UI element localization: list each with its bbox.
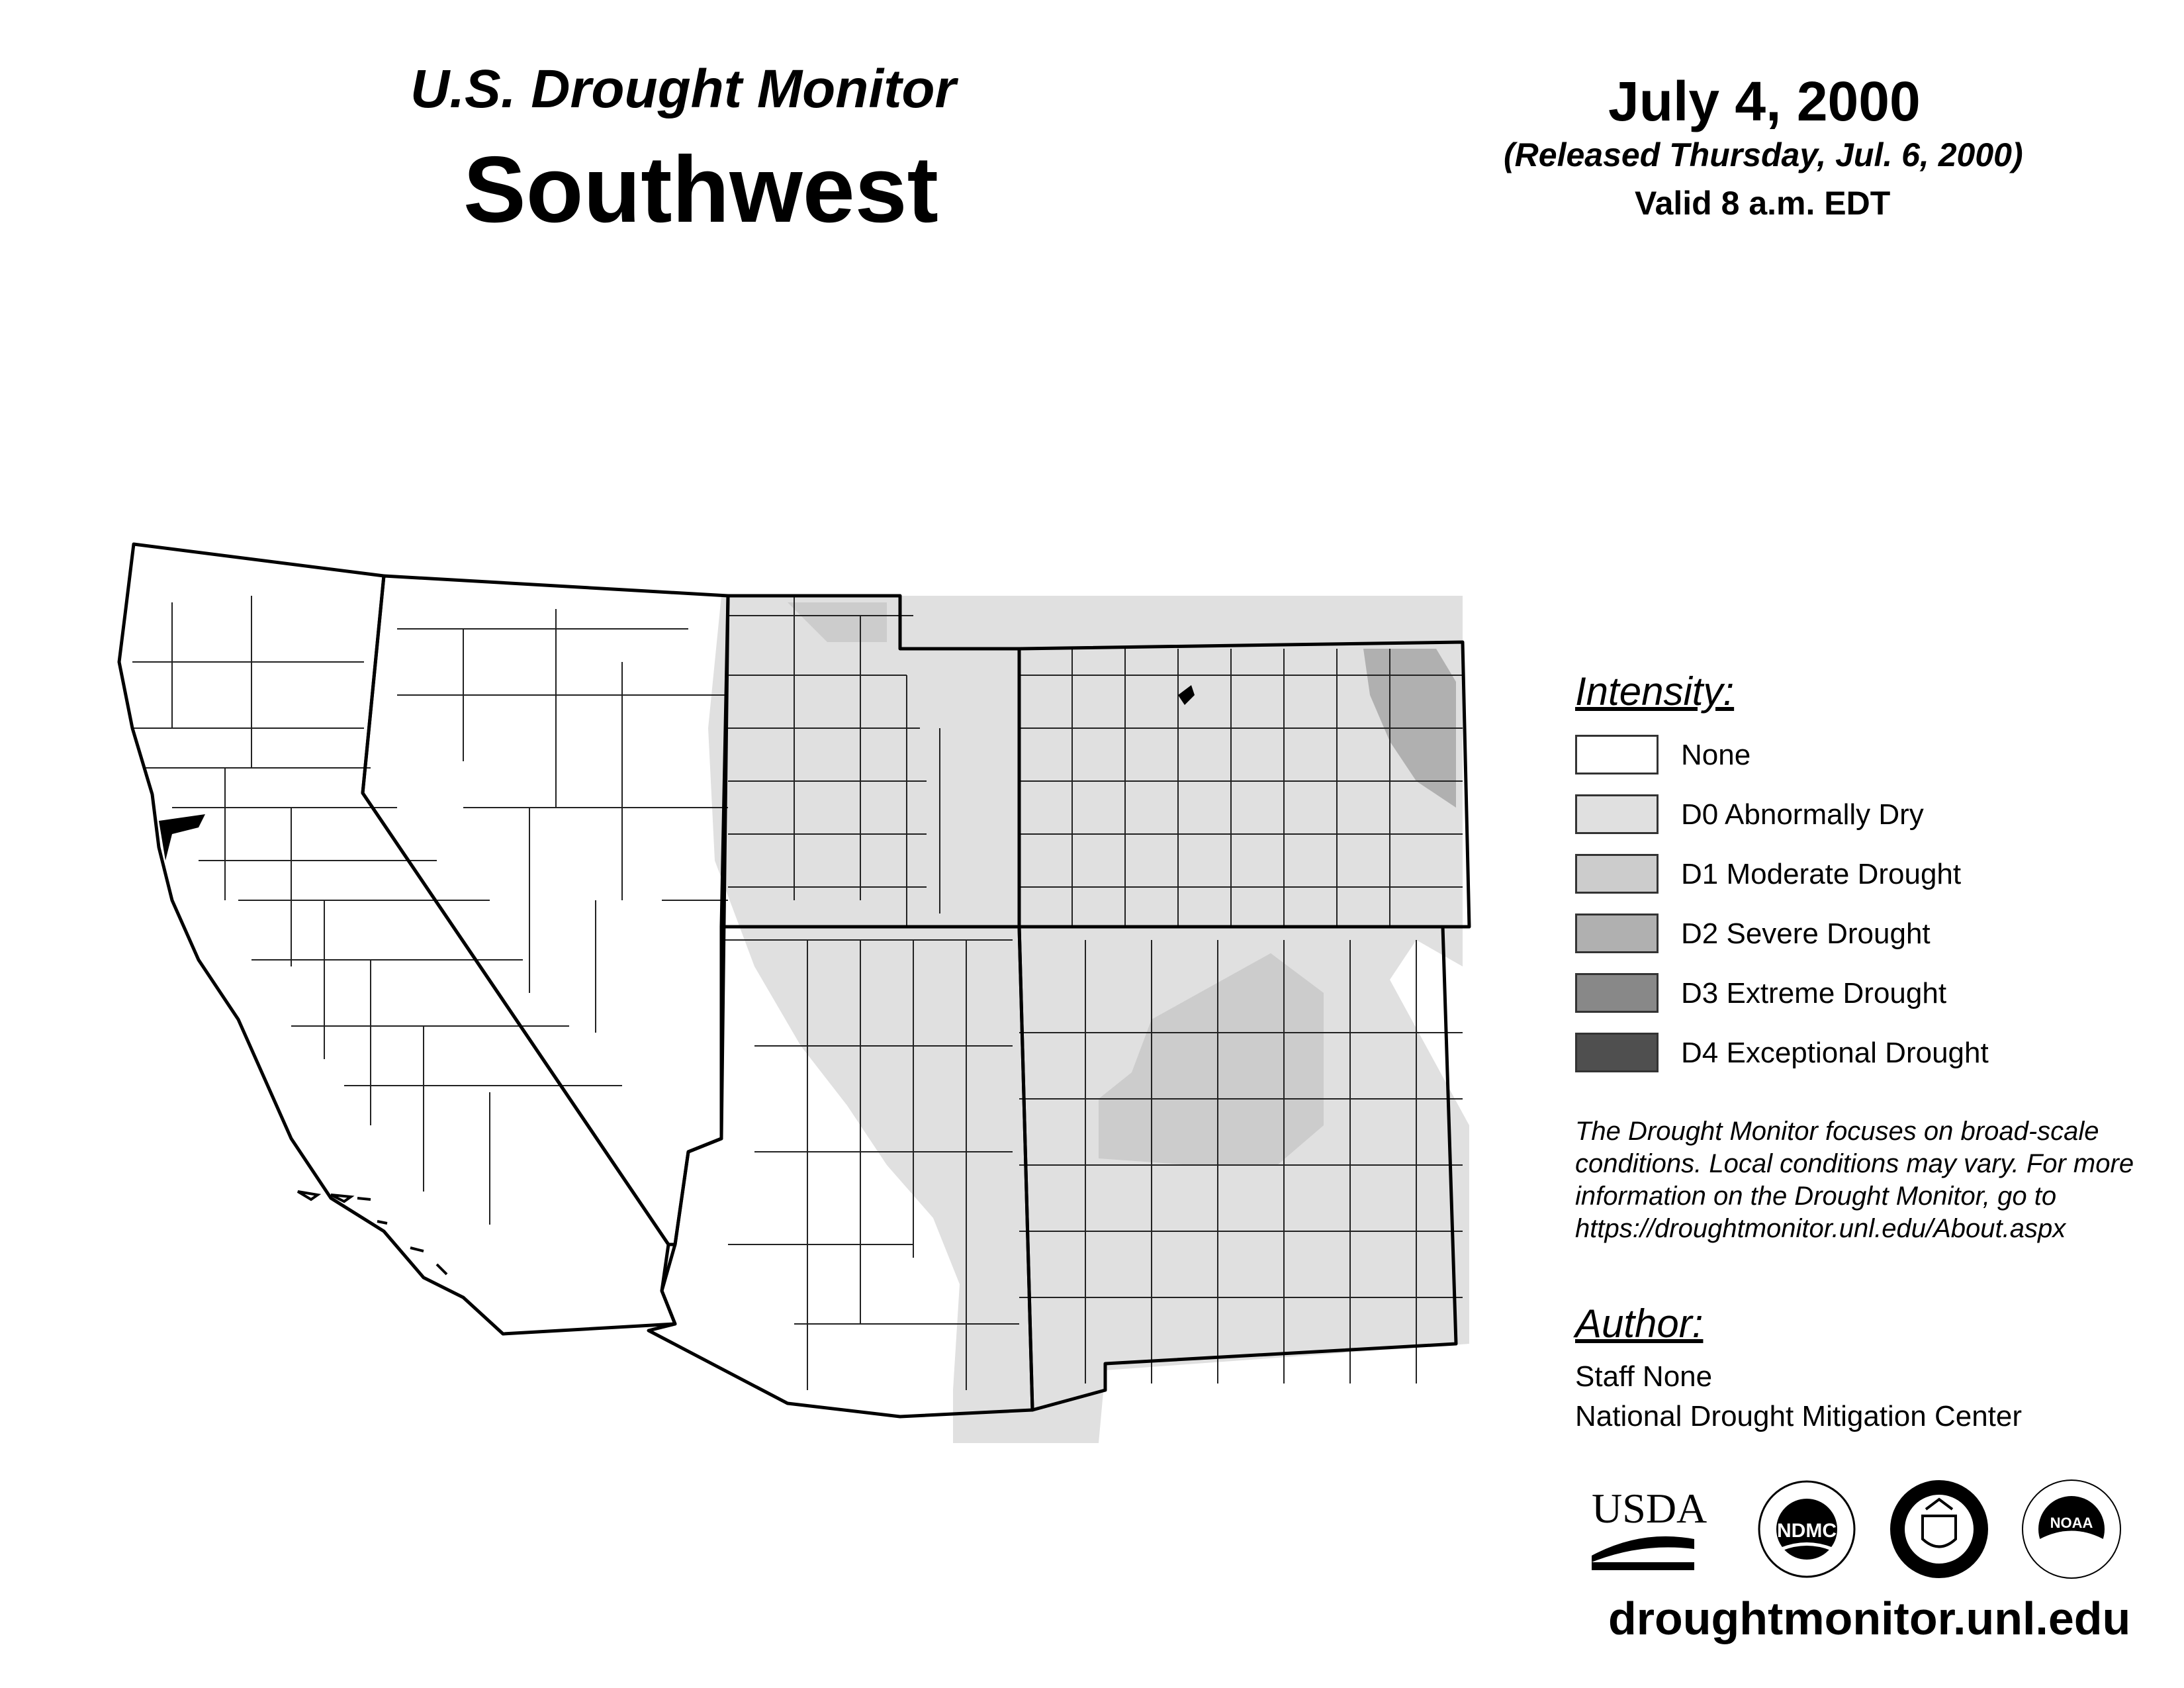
note-line: information on the Drought Monitor, go to: [1575, 1182, 2057, 1211]
legend-label: D4 Exceptional Drought: [1681, 1037, 1989, 1069]
legend-label: D1 Moderate Drought: [1681, 858, 1962, 890]
agency-logos: [1588, 1476, 2171, 1582]
legend-swatch: [1575, 794, 1659, 834]
valid-time: Valid 8 a.m. EDT: [1635, 185, 1891, 222]
channel-islands: [298, 1192, 447, 1274]
author-organization: National Drought Mitigation Center: [1575, 1400, 2023, 1432]
map-date: July 4, 2000: [1608, 70, 1921, 132]
drought-shading: [708, 596, 1469, 1443]
legend-label: D2 Severe Drought: [1681, 917, 1931, 950]
website-url[interactable]: droughtmonitor.unl.edu: [1608, 1593, 2131, 1644]
noaa-logo: [2023, 1480, 2120, 1578]
d0-area: [708, 596, 1469, 1443]
legend-swatch: [1575, 973, 1659, 1013]
nevada-border: [363, 576, 728, 1244]
commerce-seal-logo: [1890, 1480, 1988, 1578]
usda-logo: [1592, 1485, 1707, 1570]
note-line: The Drought Monitor focuses on broad-scale: [1575, 1117, 2099, 1146]
legend-swatch: [1575, 735, 1659, 774]
legend-swatch: [1575, 914, 1659, 953]
legend-swatch: [1575, 1033, 1659, 1072]
legend-label: D3 Extreme Drought: [1681, 977, 1947, 1009]
drought-map: [93, 530, 1509, 1456]
map-title: Southwest: [463, 137, 938, 242]
noaa-logo-text: NOAA: [2050, 1515, 2093, 1531]
release-date: (Released Thursday, Jul. 6, 2000): [1504, 136, 2023, 173]
note-link[interactable]: https://droughtmonitor.unl.edu/About.aspx: [1575, 1214, 2066, 1243]
note-line: conditions. Local conditions may vary. For more: [1575, 1149, 2134, 1178]
usda-logo-text: USDA: [1592, 1485, 1707, 1532]
disclaimer-note: [1575, 1115, 2171, 1245]
author-title: Author:: [1575, 1301, 1704, 1346]
map-supertitle: U.S. Drought Monitor: [410, 59, 956, 119]
author-name: Staff None: [1575, 1360, 1713, 1393]
ndmc-logo: [1759, 1481, 1854, 1577]
legend-label: D0 Abnormally Dry: [1681, 798, 1924, 831]
legend-label: None: [1681, 739, 1751, 771]
legend-swatch: [1575, 854, 1659, 894]
legend-title: Intensity:: [1575, 669, 1735, 714]
ndmc-logo-text: NDMC: [1777, 1520, 1837, 1542]
